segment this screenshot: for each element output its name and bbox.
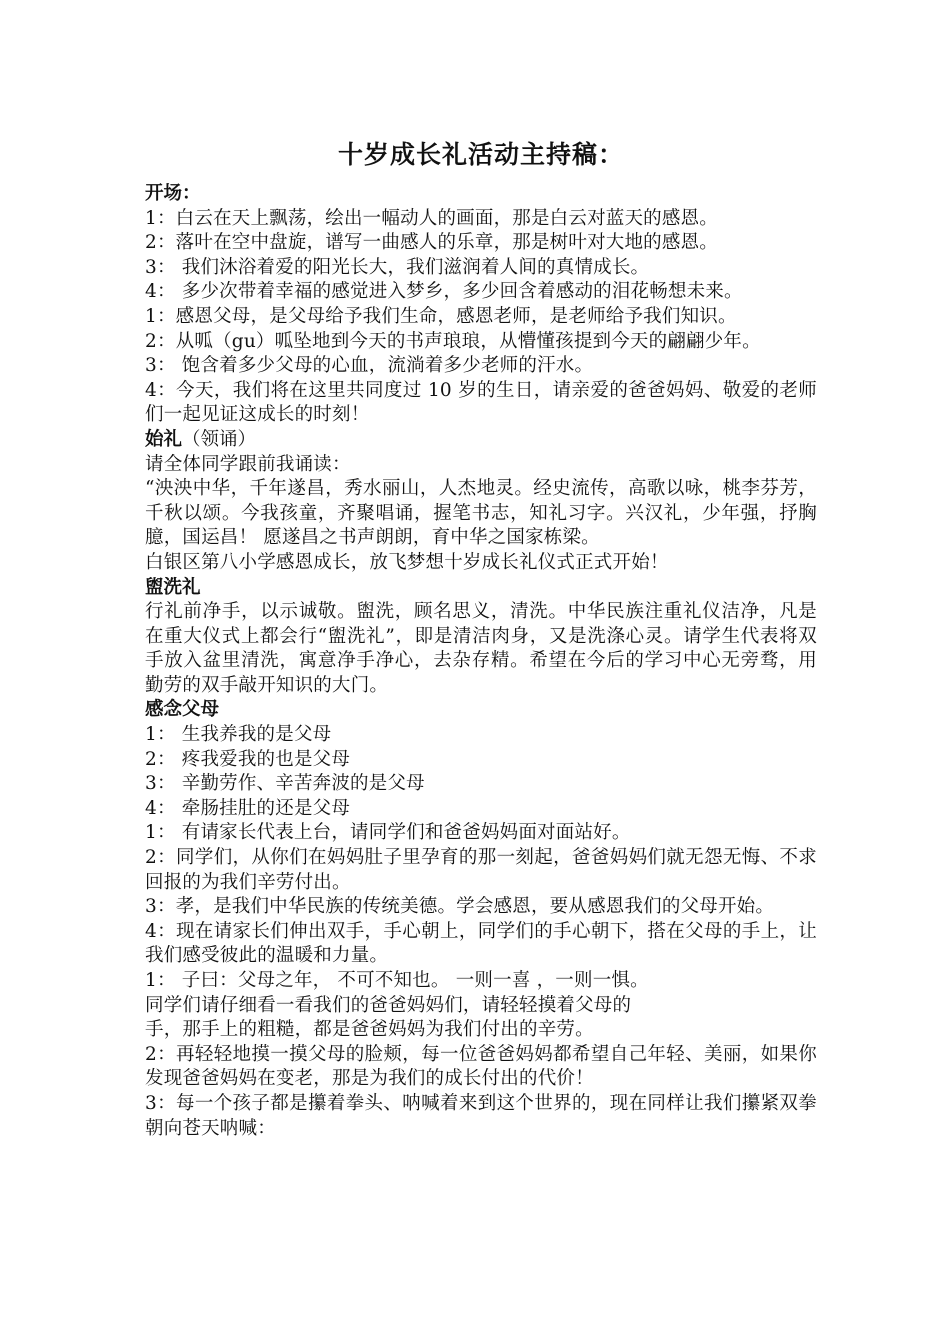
paragraph: 1：感恩父母，是父母给予我们生命，感恩老师，是老师给予我们知识。	[145, 305, 737, 327]
section-heading-note: （领诵）	[182, 428, 257, 450]
document-page	[145, 128, 817, 1141]
paragraph: 3： 我们沐浴着爱的阳光长大，我们滋润着人间的真情成长。	[145, 256, 650, 278]
paragraph: 3：每一个孩子都是攥着拳头、呐喊着来到这个世界的，现在同样让我们攥紧双拳朝向苍天呐喊：	[145, 1092, 817, 1139]
paragraph: 1：白云在天上飘荡，绘出一幅动人的画面，那是白云对蓝天的感恩。	[145, 207, 718, 229]
paragraph: “泱泱中华，千年遂昌，秀水丽山，人杰地灵。经史流传，高歌以咏，桃李芬芳，千秋以颂。今我孩童，齐聚唱诵，握笔书志，知礼习字。兴汉礼，少年强，抒胸臆，国运昌！ 愿遂昌之书声朗朗，育中华之国家栋梁。	[145, 478, 817, 549]
paragraph: 4： 牵肠挂肚的还是父母	[145, 797, 351, 819]
paragraph: 2：落叶在空中盘旋，谱写一曲感人的乐章，那是树叶对大地的感恩。	[145, 232, 718, 254]
section-heading-text: 盥洗礼	[145, 576, 201, 598]
section-heading-text: 开场：	[145, 183, 201, 204]
paragraph: 2：从呱（gu）呱坠地到今天的书声琅琅，从懵懂孩提到今天的翩翩少年。	[145, 330, 761, 352]
paragraph: 3：孝，是我们中华民族的传统美德。学会感恩，要从感恩我们的父母开始。	[145, 896, 775, 918]
paragraph: 4：现在请家长们伸出双手，手心朝上，同学们的手心朝下，搭在父母的手上，让我们感受彼此的温暖和力量。	[145, 920, 817, 967]
section-heading-text: 感念父母	[145, 699, 220, 721]
paragraph: 2：再轻轻地摸一摸父母的脸颊，每一位爸爸妈妈都希望自己年轻、美丽，如果你发现爸爸妈妈在变老，那是为我们的成长付出的代价！	[145, 1043, 817, 1090]
paragraph: 2： 疼我爱我的也是父母	[145, 748, 351, 770]
paragraph: 4： 多少次带着幸福的感觉进入梦乡，多少回含着感动的泪花畅想未来。	[145, 281, 743, 303]
document-body	[145, 182, 817, 1141]
paragraph: 2：同学们，从你们在妈妈肚子里孕育的那一刻起，爸爸妈妈们就无怨无悔、不求回报的为我们辛劳付出。	[145, 847, 817, 893]
paragraph: 4：今天，我们将在这里共同度过 10 岁的生日，请亲爱的爸爸妈妈、敬爱的老师们一起见证这成长的时刻！	[145, 379, 817, 426]
document-title: 十岁成长礼活动主持稿：	[337, 140, 624, 169]
paragraph: 同学们请仔细看一看我们的爸爸妈妈们，请轻轻摸着父母的	[145, 994, 632, 1016]
paragraph: 3： 辛勤劳作、辛苦奔波的是父母	[145, 773, 425, 795]
paragraph: 行礼前净手，以示诚敬。盥洗，顾名思义，清洗。中华民族注重礼仪洁净，凡是在重大仪式上都会行“盥洗礼”，即是清洁肉身，又是洗涤心灵。请学生代表将双手放入盆里清洗，寓意净手净心，去杂存精。希望在今后的学习中心无旁骛，用勤劳的双手敲开知识的大门。	[145, 601, 817, 696]
section-heading-text: 始礼	[145, 428, 183, 450]
paragraph: 白银区第八小学感恩成长，放飞梦想十岁成长礼仪式正式开始！	[145, 551, 669, 573]
section-heading	[145, 428, 817, 453]
paragraph: 1： 有请家长代表上台，请同学们和爸爸妈妈面对面站好。	[145, 822, 631, 844]
paragraph: 请全体同学跟前我诵读：	[145, 453, 351, 475]
section-heading	[145, 698, 817, 723]
paragraph: 3： 饱含着多少父母的心血，流淌着多少老师的汗水。	[145, 355, 594, 377]
section-heading	[145, 182, 817, 207]
paragraph: 1： 子曰：父母之年， 不可不知也。 一则一喜 ，一则一惧。	[145, 970, 649, 991]
paragraph: 手，那手上的粗糙，都是爸爸妈妈为我们付出的辛劳。	[145, 1019, 594, 1041]
paragraph: 1： 生我养我的是父母	[145, 724, 332, 746]
section-heading	[145, 576, 817, 601]
